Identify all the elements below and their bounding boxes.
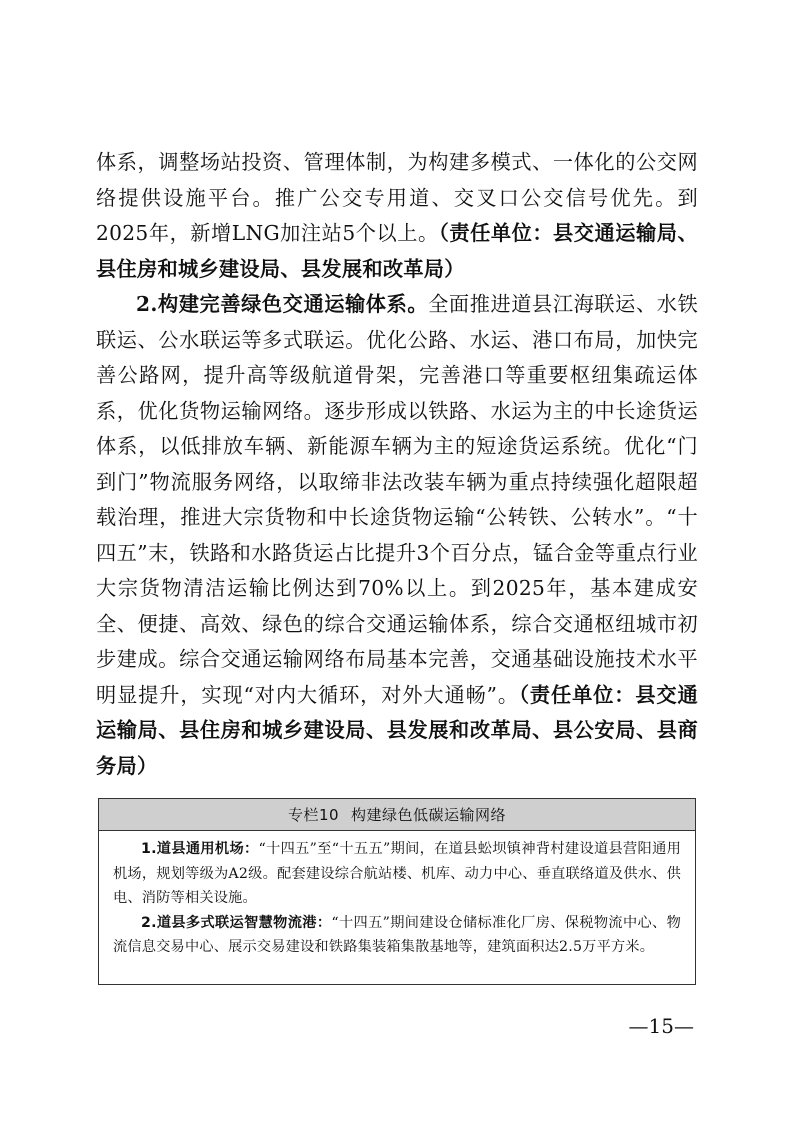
column-box-item bbox=[113, 837, 681, 911]
paragraph-1-responsibility: （责任单位：县交通运输局、县住房和城乡建设局、县发展和改革局） bbox=[96, 221, 698, 281]
column-box-title: 构建绿色低碳运输网络 bbox=[351, 806, 507, 824]
column-box-label: 专栏10 bbox=[287, 806, 340, 824]
column-box-item-title: 1.道县通用机场： bbox=[141, 841, 259, 857]
paragraph-1 bbox=[96, 145, 698, 287]
column-box-item-text: “十四五”至“十五五”期间，在道县蚣坝镇神背村建设道县营阳通用机场，规划等级为A2级。配套建设综合航站楼、机库、动力中心、垂直联络道及供水、供电、消防等相关设施。 bbox=[113, 841, 681, 906]
paragraph-2-responsibility: （责任单位：县交通运输局、县住房和城乡建设局、县发展和改革局、县公安局、县商务局） bbox=[96, 682, 698, 778]
paragraph-2 bbox=[96, 287, 698, 784]
column-box-body bbox=[99, 831, 695, 960]
paragraph-1-text: 体系，调整场站投资、管理体制，为构建多模式、一体化的公交网络提供设施平台。推广公交专用道、交叉口公交信号优先。到2025年，新增LNG加注站5个以上。 bbox=[96, 150, 698, 245]
paragraph-2-heading: 2.构建完善绿色交通运输体系。 bbox=[136, 292, 429, 316]
column-box bbox=[98, 798, 696, 985]
body-text bbox=[96, 145, 698, 784]
page-number: —15— bbox=[628, 1014, 694, 1038]
column-box-item-title: 2.道县多式联运智慧物流港： bbox=[141, 914, 332, 931]
paragraph-2-text: 全面推进道县江海联运、水铁联运、公水联运等多式联运。优化公路、水运、港口布局，加快完善公路网，提升高等级航道骨架，完善港口等重要枢纽集疏运体系，优化货物运输网络。逐步形成以铁路、水运为主的中长途货运体系，以低排放车辆、新能源车辆为主的短途货运系统。优化“门到门”物流服务网络，以取缔非法改装车辆为重点持续强化超限超载治理，推进大宗货物和中长途货物运输“公转铁、公转水”。“十四五”末，铁路和水路货运占比提升3个百分点，锰合金等重点行业大宗货物清洁运输比例达到70%以上。到2025年，基本建成安全、便捷、高效、绿色的综合交通运输体系，综合交通枢纽城市初步建成。综合交通运输网络布局基本完善，交通基础设施技术水平明显提升，实现“对内大循环，对外大通畅”。 bbox=[96, 292, 699, 707]
column-box-item bbox=[113, 911, 681, 960]
column-box-header bbox=[99, 799, 695, 831]
column-box-item-text: “十四五”期间建设仓储标准化厂房、保税物流中心、物流信息交易中心、展示交易建设和铁路集装箱集散基地等，建筑面积达2.5万平方米。 bbox=[113, 914, 681, 955]
